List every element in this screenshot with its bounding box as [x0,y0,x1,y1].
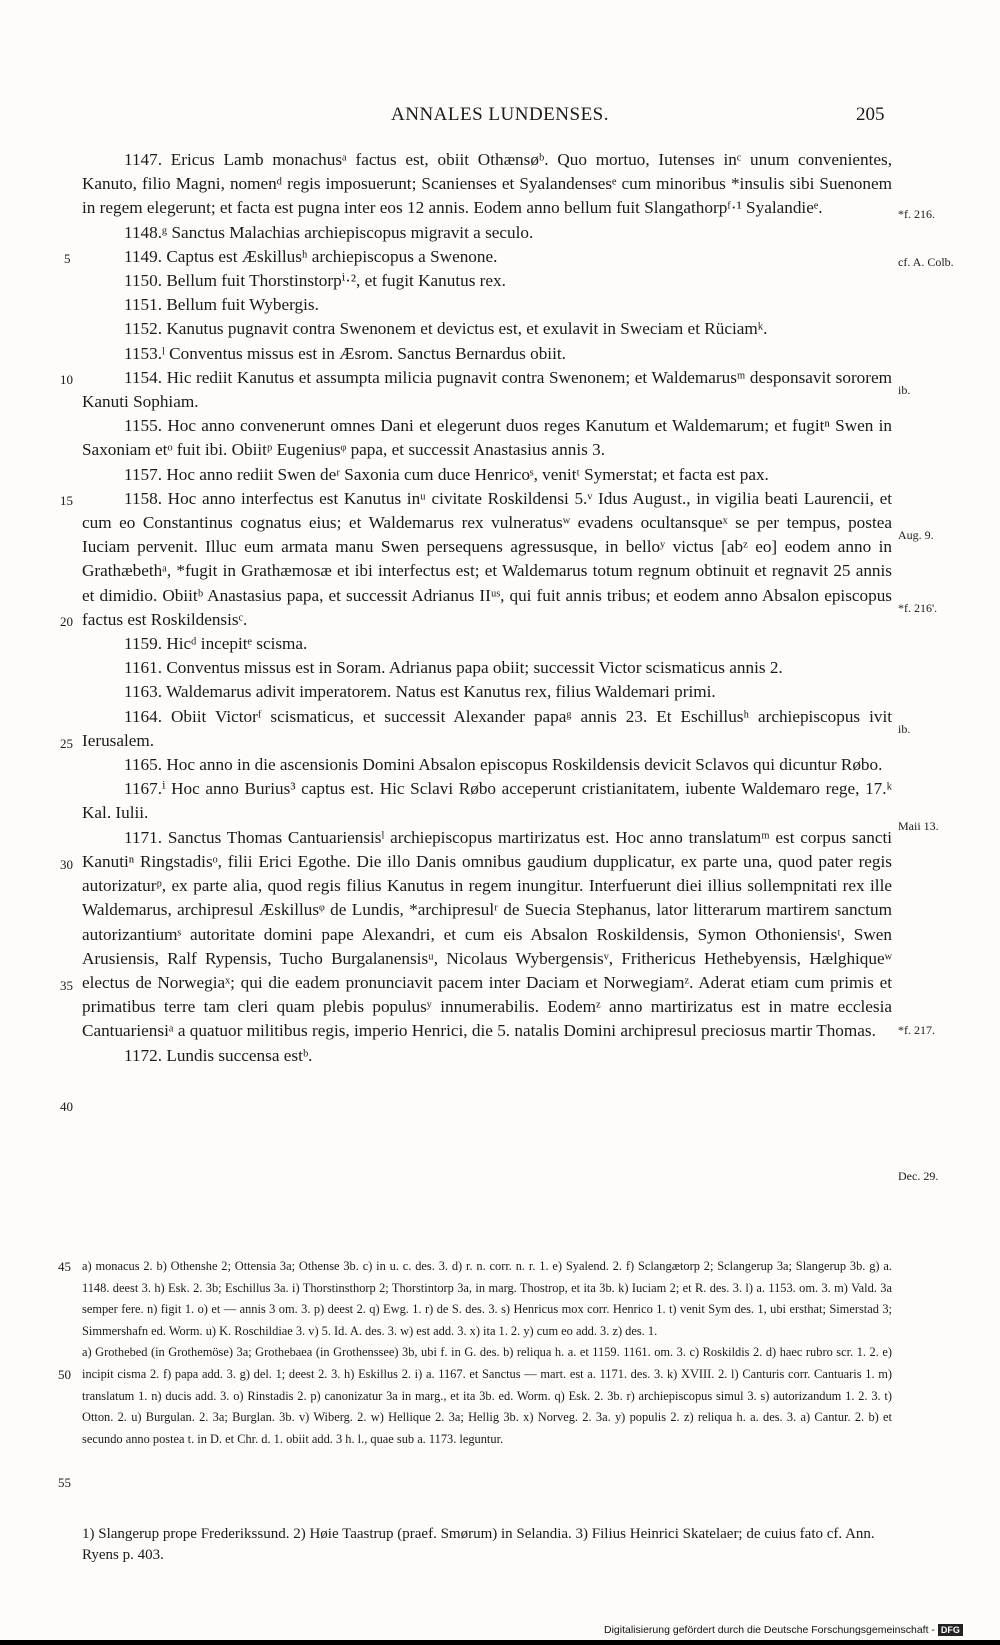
entry-1159: 1159. Hicᵈ incepitᵉ scisma. [124,634,308,654]
line-number: 25 [60,736,73,751]
digitization-credit [604,1624,963,1636]
margin-note-right: *f. 217. [898,1023,935,1037]
line-number: 35 [60,978,73,993]
entry-1155: 1155. Hoc anno convenerunt omnes Dani et elegerunt duos reges Kanutum et Waldemarum; et fugitⁿ Swen in Saxoniam etᵒ fuit ibi. Obiitᵖ Eugeniusᵠ papa, et successit Anastasius annis 3. [82,416,892,460]
line-number: 5 [64,251,71,266]
entry-1164: 1164. Obiit Victorᶠ scismaticus, et successit Alexander papaᵍ annis 23. Et Eschillusʰ archiepiscopus ivit Ierusalem. [82,706,892,750]
main-text [82,148,892,1068]
entry-1165: 1165. Hoc anno in die ascensionis Domini Absalon episcopus Roskildensis devicit Sclavos qui dicuntur Røbo. [124,755,883,775]
entry-1149: 1149. Captus est Æskillusʰ archiepiscopus a Swenone. [124,246,498,266]
entry-1150: 1150. Bellum fuit Thorstinstorpⁱ·², et fugit Kanutus rex. [124,271,506,291]
margin-note-right: *f. 216. [898,207,935,221]
margin-note-right: Maii 13. [898,819,939,833]
entry-1147: 1147. Ericus Lamb monachusᵃ factus est, obiit Othænsøᵇ. Quo mortuo, Iutenses inᶜ unum convenientes, Kanuto, filio Magni, nomenᵈ regis imposuerunt; Scanienses et Syalandensesᵉ cum minoribus *insulis sibi Suenonem in regem elegerunt; et facta est pugna inter eos 12 annis. Eodem anno bellum fuit Slangathorpᶠ·¹ Syalandieᵉ. [82,150,892,218]
entry-1153: 1153.ˡ Conventus missus est in Æsrom. Sanctus Bernardus obiit. [124,343,566,363]
margin-note-right: ib. [898,722,911,736]
apparatus-block-1: a) monacus 2. b) Othenshe 2; Ottensia 3a; Othense 3b. c) in u. c. des. 3. d) r. n. corr. n. r. 1. e) Syalend. 2. f) Sclangætorp 2; Sclangerup 3a; Slangerup 3b. g) a. 1148. deest 3. h) Esk. 2. 3b; Eschillus 3a. i) Thorstinsthorp 2; Thorstintorp 3a, in marg. Thostrop, et ita 3b. k) Iuciam 2; et R. des. 3. l) a. 1153. om. 3. m) Vald. 3a semper fere. n) figit 1. o) et — annis 3 om. 3. p) deest 2. q) Ewg. 1. r) de S. des. 3. s) Henricus mox corr. Henrico 1. t) venit Sym des. 1, ubi ersthat; Simerstad 3; Simmershafn ed. Worm. u) K. Roschildiae 3. v) 5. Id. A. des. 3. w) est add. 3. x) ita 1. 2. y) cum eo add. 3. z) des. 1. [82,1259,892,1338]
line-number: 50 [58,1367,71,1382]
running-title: ANNALES LUNDENSES. [391,104,609,125]
margin-note-right: ib. [898,383,911,397]
line-number: 10 [60,372,73,387]
entry-1158: 1158. Hoc anno interfectus est Kanutus inᵘ civitate Roskildensi 5.ᵛ Idus August., in vigilia beati Laurencii, et cum eo Constantinus cognatus eius; et Waldemarus rex vulneratusʷ evadens ocultansqueˣ se per tempus, postea Iuciam pervenit. Illuc eum armata manu Swen persequens agressusque, in belloʸ victus [abᶻ eo] eodem anno in Grathæbethᵃ, *fugit in Grathæmosæ et ibi interfectus est; et Waldemarus totum regnum obtinuit et regnavit 25 annis et dimidio. Obiitᵇ Anastasius papa, et successit Adrianus IIᵘˢ, qui fuit annis tribus; et eodem anno Absalon episcopus factus est Roskildensisᶜ. [82,488,892,629]
entry-1161: 1161. Conventus missus est in Soram. Adrianus papa obiit; successit Victor scismaticus annis 2. [124,658,783,678]
apparatus-block-2: a) Grothebed (in Grothemöse) 3a; Grothebaea (in Grothenssee) 3b, ubi f. in G. des. b) reliqua h. a. et 1159. 1161. om. 3. c) Roskildis 2. d) haec rubro scr. 1. 2. e) incipit cisma 2. f) papa add. 3. g) del. 1; deest 2. 3. h) Eskillus 2. i) a. 1167. et Sanctus — mart. est a. 1171. des. 3. k) XVIII. 2. l) Canturis corr. Cantuaris 1. m) translatum 1. n) ducis add. 3. o) Rinstadis 2. p) canonizatur 3a in marg., et ita 3b. ed. Worm. q) Esk. 2. 3b. r) archiepiscopus simul 3. s) autorizandum 1. 2. 3. t) Otton. 2. u) Burgulan. 2. 3a; Burglan. 3b. v) Wiberg. 2. w) Hellique 2. 3a; Hellig 3b. x) Norveg. 2. 3a. y) populis 2. z) reliqua h. a. des. 3. a) Cantur. 2. b) et secundo anno postea t. in D. et Chr. d. 1. obiit add. 3 h. l., quae sub a. 1173. leguntur. [82,1345,892,1446]
line-number: 40 [60,1099,73,1114]
note-text: 1) Slangerup prope Frederikssund. 2) Høie Taastrup (praef. Smørum) in Selandia. 3) Filius Heinrici Skatelaer; de cuius fato cf. Ann. Ryens p. 403. [82,1526,875,1563]
line-number: 30 [60,857,73,872]
margin-note-right: cf. A. Colb. [898,255,954,269]
digitization-text: Digitalisierung gefördert durch die Deutsche Forschungsgemeinschaft - [604,1624,935,1636]
entry-1152: 1152. Kanutus pugnavit contra Swenonem et devictus est, et exulavit in Sweciam et Rüciamᵏ. [124,319,768,339]
entry-1151: 1151. Bellum fuit Wybergis. [124,295,319,315]
margin-note-right: *f. 216'. [898,601,938,615]
margin-note-right: Aug. 9. [898,528,934,542]
line-number: 15 [60,493,73,508]
entry-1171: 1171. Sanctus Thomas Cantuariensisˡ archiepiscopus martirizatus est. Hoc anno translatumᵐ est corpus sancti Kanutiⁿ Ringstadisᵒ, filii Erici Egothe. Die illo Danis omnibus gaudium dupplicatur, ex parte una, quod pater regis autorizaturᵖ, ex parte alia, quod regis filius Kanutus in regem inungitur. Interfuerunt diei illius sollempnitati rex ille Waldemarus, archipresul Æskillusᵠ de Lundis, *archipresulʳ de Suecia Stephanus, lator litterarum martirem sanctum autorizantiumˢ autoritate domini pape Alexandri, et cum eis Absalon Roskildensis, Symon Othoniensisᵗ, Swen Arusiensis, Ralf Rypensis, Tucho Burgalanensisᵘ, Nicolaus Wybergensisᵛ, Frithericus Hethebyensis, Hælghiqueʷ electus de Norwegiaˣ; qui die eadem pronunciavit pacem inter Daciam et Norwegiamᶻ. Aderat etiam cum primis et primatibus terre tam cleri quam plebis populusʸ innumerabilis. Eodemᶻ anno martirizatus est in matre ecclesia Cantuariensiᵃ a quatuor militibus regis, imperio Henrici, die 5. natalis Domini archipresul preciosus martir Thomas. [82,827,892,1041]
critical-apparatus [82,1256,892,1450]
entry-1172: 1172. Lundis succensa estᵇ. [124,1045,313,1065]
dfg-logo-icon: DFG [938,1624,963,1636]
margin-note-right: Dec. 29. [898,1169,939,1183]
entry-1148: 1148.ᵍ Sanctus Malachias archiepiscopus migravit a seculo. [124,222,534,242]
line-number: 55 [58,1475,71,1490]
entry-1154: 1154. Hic rediit Kanutus et assumpta milicia pugnavit contra Swenonem; et Waldemarusᵐ desponsavit sororem Kanuti Sophiam. [82,367,892,412]
page-number: 205 [856,104,885,125]
line-number: 20 [60,614,73,629]
entry-1163: 1163. Waldemarus adivit imperatorem. Natus est Kanutus rex, filius Waldemari primi. [124,682,716,702]
entry-1167: 1167.ⁱ Hoc anno Burius³ captus est. Hic Sclavi Røbo acceperunt cristianitatem, iubente Waldemaro rege, 17.ᵏ Kal. Iulii. [82,779,892,823]
line-number: 45 [58,1259,71,1274]
editorial-notes [82,1524,892,1566]
entry-1157: 1157. Hoc anno rediit Swen deʳ Saxonia cum duce Henricoˢ, venitᵗ Symerstat; et facta est pax. [124,464,769,484]
bottom-border [0,1640,1000,1645]
